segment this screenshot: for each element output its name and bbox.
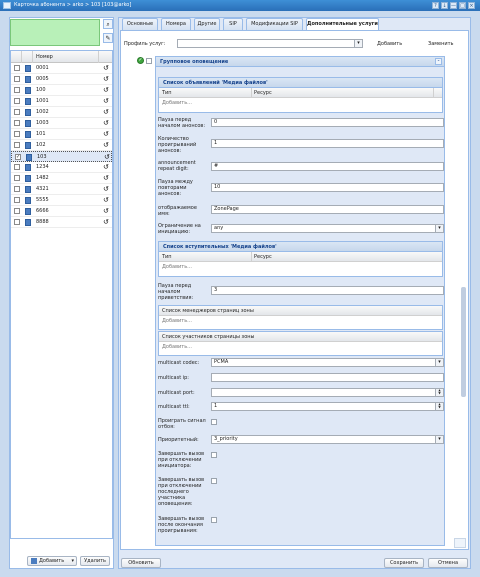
- undo-icon[interactable]: ↺: [103, 130, 109, 138]
- end-last-checkbox[interactable]: [211, 478, 217, 484]
- filter-area[interactable]: [10, 19, 100, 46]
- row-number: 100: [36, 87, 46, 93]
- row-checkbox[interactable]: [14, 98, 20, 104]
- row-checkbox[interactable]: [14, 142, 20, 148]
- row-checkbox[interactable]: ✓: [16, 154, 21, 160]
- column-resource[interactable]: Ресурс: [251, 252, 272, 262]
- row-number: 1003: [36, 120, 49, 126]
- chevron-down-icon[interactable]: ▾: [435, 436, 443, 443]
- table-row[interactable]: [11, 217, 112, 228]
- undo-icon[interactable]: ↺: [103, 174, 109, 182]
- table-row[interactable]: [11, 140, 112, 151]
- pause-greeting-label: Пауза перед началом приветствия:: [158, 283, 194, 301]
- media-list-header: [159, 88, 442, 98]
- search-icon[interactable]: ⌕: [103, 19, 113, 29]
- column-number[interactable]: Номер: [33, 51, 99, 63]
- minimize-icon[interactable]: —: [451, 3, 456, 9]
- subscriber-icon: [25, 164, 31, 171]
- undo-icon[interactable]: ↺: [103, 207, 109, 215]
- row-checkbox[interactable]: [14, 219, 20, 225]
- row-number: 102: [36, 142, 46, 148]
- table-row[interactable]: [11, 162, 112, 173]
- tab-5[interactable]: Дополнительные услуги: [306, 18, 379, 31]
- row-number: 103: [37, 154, 47, 160]
- table-row[interactable]: [11, 129, 112, 140]
- play-signal-label: Проиграть сигнал отбоя:: [158, 418, 206, 430]
- subscriber-icon: [25, 186, 31, 193]
- chevron-down-icon[interactable]: ▾: [354, 40, 362, 47]
- subscriber-icon: [25, 98, 31, 105]
- row-checkbox[interactable]: [14, 164, 20, 170]
- members-title: Список участников страницы зоны: [159, 332, 442, 342]
- field-input-5[interactable]: any ▾: [211, 224, 444, 233]
- table-row[interactable]: [11, 206, 112, 217]
- field-input-3[interactable]: 10: [211, 183, 444, 192]
- subscriber-icon: [25, 142, 31, 149]
- chevron-down-icon[interactable]: ▾: [435, 359, 443, 366]
- group-fieldset: [155, 56, 445, 546]
- field-label-3: Пауза между повторами анонсов:: [158, 179, 193, 197]
- row-checkbox[interactable]: [14, 76, 20, 82]
- field-label-0: Пауза перед началом анонсов:: [158, 117, 206, 129]
- table-row[interactable]: [11, 184, 112, 195]
- subscriber-icon: [25, 219, 31, 226]
- subscriber-icon: [26, 154, 32, 161]
- undo-icon[interactable]: ↺: [103, 196, 109, 204]
- row-number: 1002: [36, 109, 49, 115]
- table-row[interactable]: [11, 118, 112, 129]
- intro-list-grid: [158, 241, 443, 277]
- row-checkbox[interactable]: [14, 186, 20, 192]
- multicast-input-2[interactable]: [211, 388, 444, 397]
- row-checkbox[interactable]: [14, 175, 20, 181]
- profile-select[interactable]: [177, 39, 363, 48]
- subscriber-icon: [25, 87, 31, 94]
- intro-list-header: [159, 252, 442, 262]
- pause-greeting-input[interactable]: 3: [211, 286, 444, 295]
- chevron-down-icon[interactable]: ▾: [71, 558, 74, 564]
- window-title: Карточка абонента > arko > 103 [103@arko]: [14, 2, 132, 8]
- column-type[interactable]: Тип: [162, 90, 172, 96]
- media-list-menu[interactable]: [433, 88, 443, 98]
- pin-icon[interactable]: ↓: [442, 3, 447, 9]
- field-label-1: Количество проигрываний анонсов:: [158, 136, 197, 154]
- profile-add-link[interactable]: Добавить: [377, 41, 403, 47]
- help-icon[interactable]: ?: [432, 2, 439, 9]
- table-row[interactable]: [11, 85, 112, 96]
- field-input-4[interactable]: ZonePage: [211, 205, 444, 214]
- multicast-label-3: multicast ttl:: [158, 404, 190, 410]
- members-grid: [158, 331, 443, 356]
- row-checkbox[interactable]: [14, 109, 20, 115]
- field-label-4: отображаемое имя:: [158, 205, 197, 217]
- subscriber-icon: [25, 109, 31, 116]
- tab-0[interactable]: Основные: [122, 18, 158, 30]
- multicast-input-3[interactable]: 1 ▲ ▼: [211, 402, 444, 411]
- end-initiator-label: Завершать вызов при отключении инициатора:: [158, 451, 205, 469]
- tab-4[interactable]: Модификации SIP: [246, 18, 303, 30]
- subscriber-icon: [25, 175, 31, 182]
- tab-1[interactable]: Номера: [161, 18, 191, 30]
- media-list-title: Список объявлений 'Медиа файлов': [159, 78, 442, 88]
- members-add[interactable]: Добавить...: [162, 344, 192, 350]
- column-resource[interactable]: Ресурс: [251, 88, 272, 98]
- undo-icon[interactable]: ↺: [103, 185, 109, 193]
- end-last-label: Завершать вызов при отключении последнего участника оповещения:: [158, 477, 205, 507]
- table-row[interactable]: [11, 151, 112, 162]
- close-icon[interactable]: ×: [469, 3, 474, 9]
- row-number: 5555: [36, 197, 49, 203]
- row-checkbox[interactable]: [14, 120, 20, 126]
- spinner-icon[interactable]: ▲ ▼: [435, 389, 443, 396]
- row-checkbox[interactable]: [14, 87, 20, 93]
- end-after-label: Завершать вызов после окончания проигрывания:: [158, 516, 205, 534]
- row-checkbox[interactable]: [14, 65, 20, 71]
- multicast-label-0: multicast codec:: [158, 360, 200, 366]
- managers-grid: [158, 305, 443, 330]
- row-number: 4321: [36, 186, 49, 192]
- multicast-label-2: multicast port:: [158, 390, 195, 396]
- priority-select[interactable]: 3_priority ▾: [211, 435, 444, 444]
- save-button[interactable]: Сохранить: [384, 558, 424, 568]
- row-number: 8888: [36, 219, 49, 225]
- undo-icon[interactable]: ↺: [103, 75, 109, 83]
- add-button[interactable]: [27, 556, 77, 566]
- enabled-icon[interactable]: ✓: [138, 57, 143, 63]
- table-row[interactable]: [11, 107, 112, 118]
- row-number: 0005: [36, 76, 49, 82]
- subscriber-icon: [25, 76, 31, 83]
- table-row[interactable]: [11, 63, 112, 74]
- resize-handle[interactable]: [454, 538, 466, 548]
- row-number: 6666: [36, 208, 49, 214]
- row-number: 101: [36, 131, 46, 137]
- intro-list-add[interactable]: Добавить...: [162, 264, 192, 270]
- cancel-button[interactable]: Отмена: [428, 558, 468, 568]
- end-after-checkbox[interactable]: [211, 517, 217, 523]
- profile-change-link[interactable]: Заменить: [428, 41, 454, 47]
- play-signal-checkbox[interactable]: [211, 419, 217, 425]
- maximize-icon[interactable]: □: [460, 3, 465, 9]
- clear-filter-icon[interactable]: ✎: [103, 33, 113, 43]
- numbers-grid: [10, 50, 113, 539]
- table-row[interactable]: [11, 195, 112, 206]
- undo-icon[interactable]: ↺: [103, 64, 109, 72]
- undo-icon[interactable]: ↺: [103, 163, 109, 171]
- table-row[interactable]: [11, 173, 112, 184]
- chevron-down-icon[interactable]: ▾: [435, 225, 443, 232]
- multicast-label-1: multicast ip:: [158, 375, 189, 381]
- column-type[interactable]: Тип: [162, 254, 172, 260]
- undo-icon[interactable]: ↺: [103, 108, 109, 116]
- table-row[interactable]: [11, 74, 112, 85]
- managers-title: Список менеджеров страниц зоны: [159, 306, 442, 316]
- row-number: 0001: [36, 65, 49, 71]
- add-button-label: Добавить: [39, 558, 65, 564]
- row-checkbox[interactable]: [14, 131, 20, 137]
- content-scrollbar[interactable]: [461, 287, 466, 397]
- multicast-input-1[interactable]: [211, 373, 444, 382]
- undo-icon[interactable]: ↺: [103, 141, 109, 149]
- select-all-column[interactable]: [11, 51, 22, 63]
- group-enable-checkbox[interactable]: [146, 58, 152, 64]
- icon-column: [22, 51, 33, 63]
- add-icon: [31, 558, 37, 564]
- undo-icon[interactable]: ↺: [103, 218, 109, 226]
- subscriber-icon: [25, 208, 31, 215]
- field-label-2: announcement repeat digit:: [158, 160, 196, 172]
- row-checkbox[interactable]: [14, 208, 20, 214]
- subscriber-icon: [25, 197, 31, 204]
- subscriber-icon: [25, 131, 31, 138]
- field-input-1[interactable]: 1: [211, 139, 444, 148]
- tab-2[interactable]: Другие: [194, 18, 220, 30]
- row-checkbox[interactable]: [14, 197, 20, 203]
- delete-button[interactable]: Удалить: [80, 556, 110, 566]
- profile-label: Профиль услуг:: [124, 41, 166, 47]
- undo-icon[interactable]: ↺: [104, 153, 110, 161]
- table-row[interactable]: [11, 96, 112, 107]
- field-input-0[interactable]: 0: [211, 118, 444, 127]
- refresh-button[interactable]: Обновить: [121, 558, 161, 568]
- grid-rows: [11, 63, 112, 228]
- tab-3[interactable]: SIP: [223, 18, 243, 30]
- media-list-add[interactable]: Добавить...: [162, 100, 192, 106]
- multicast-input-0[interactable]: PCMA ▾: [211, 358, 444, 367]
- row-number: 1482: [36, 175, 49, 181]
- grid-header: [11, 51, 112, 63]
- end-initiator-checkbox[interactable]: [211, 452, 217, 458]
- collapse-icon[interactable]: ⌃: [436, 59, 441, 64]
- priority-label: Приоритетный:: [158, 437, 199, 443]
- group-fieldset-title: Групповое оповещение ⌃: [156, 57, 444, 67]
- subscriber-icon: [25, 120, 31, 127]
- window-icon: [3, 2, 11, 9]
- window-titlebar: [0, 0, 480, 11]
- undo-icon[interactable]: ↺: [103, 86, 109, 94]
- row-number: 1234: [36, 164, 49, 170]
- media-list-grid: [158, 77, 443, 113]
- field-label-5: Ограничение на инициацию:: [158, 223, 201, 235]
- spinner-icon[interactable]: ▲ ▼: [435, 403, 443, 410]
- undo-icon[interactable]: ↺: [103, 97, 109, 105]
- field-input-2[interactable]: #: [211, 162, 444, 171]
- undo-icon[interactable]: ↺: [103, 119, 109, 127]
- intro-list-title: Список вступительных 'Медиа файлов': [159, 242, 442, 252]
- subscriber-icon: [25, 65, 31, 72]
- row-number: 1001: [36, 98, 49, 104]
- managers-add[interactable]: Добавить...: [162, 318, 192, 324]
